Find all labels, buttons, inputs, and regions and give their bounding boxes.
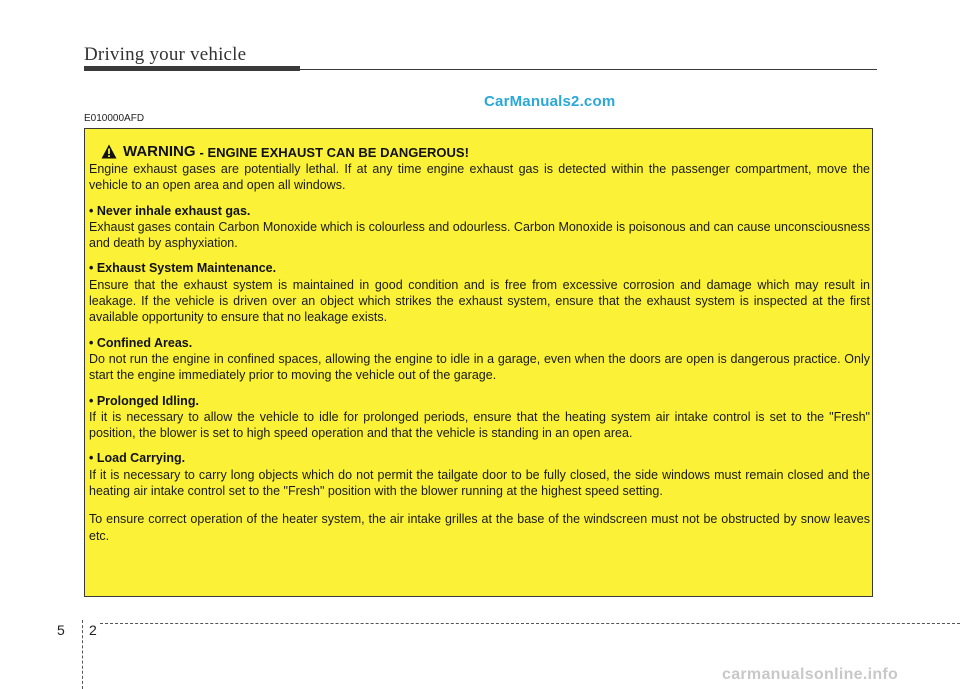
item-text: If it is necessary to carry long objects which do not permit the tailgate door to be fully closed, the side windows must remain closed and the heating air intake control set to the "Fresh" position with the blower running at the highest speed setting. [89, 467, 870, 499]
warning-item [89, 203, 870, 252]
warning-item [89, 260, 870, 325]
warning-title: - ENGINE EXHAUST CAN BE DANGEROUS! [199, 145, 469, 160]
item-heading: • Confined Areas. [89, 335, 193, 350]
chapter-number: 5 [57, 622, 65, 638]
warning-box [84, 128, 873, 597]
header-rule [300, 69, 877, 70]
page-divider [82, 620, 83, 689]
item-text: Do not run the engine in confined spaces, allowing the engine to idle in a garage, even when the doors are open is dangerous practice. Only start the engine immediately prior to moving the vehicle out of the garage. [89, 351, 870, 383]
watermark-bottom: carmanualsonline.info [722, 666, 899, 683]
item-text: Ensure that the exhaust system is maintained in good condition and is free from excessive corrosion and damage which may result in leakage. If the vehicle is driven over an object which strikes the exhaust system, ensure that the exhaust system is inspected at the first available opportunity to ensure that no leakage exists. [89, 277, 870, 325]
item-heading: • Load Carrying. [89, 451, 186, 466]
warning-header [89, 142, 870, 160]
section-title: Driving your vehicle [84, 44, 247, 65]
warning-triangle-icon [101, 144, 117, 159]
warning-outro: To ensure correct operation of the heater system, the air intake grilles at the base of the windscreen must not be obstructed by snow leaves etc. [89, 512, 870, 543]
header-bar [84, 66, 300, 71]
warning-intro: Engine exhaust gases are potentially lethal. If at any time engine exhaust gas is detected within the passenger compartment, move the vehicle to an open area and open all windows. [89, 162, 870, 193]
item-heading: • Exhaust System Maintenance. [89, 261, 277, 276]
item-text: If it is necessary to allow the vehicle to idle for prolonged periods, ensure that the heating system air intake control is set to the "Fresh" position, the blower is set to high speed operation and that the vehicle is standing in an open area. [89, 409, 870, 441]
warning-item [89, 335, 870, 384]
warning-label: WARNING [123, 143, 196, 160]
section-code: E010000AFD [84, 113, 145, 124]
watermark-top: CarManuals2.com [484, 93, 616, 110]
item-heading: • Never inhale exhaust gas. [89, 203, 251, 218]
warning-item [89, 393, 870, 442]
page-number: 2 [89, 622, 97, 638]
item-text: Exhaust gases contain Carbon Monoxide which is colourless and odourless. Carbon Monoxide is poisonous and can cause unconsciousness and death by asphyxiation. [89, 219, 870, 251]
item-heading: • Prolonged Idling. [89, 393, 199, 408]
footer-rule [100, 623, 960, 624]
warning-item [89, 450, 870, 499]
